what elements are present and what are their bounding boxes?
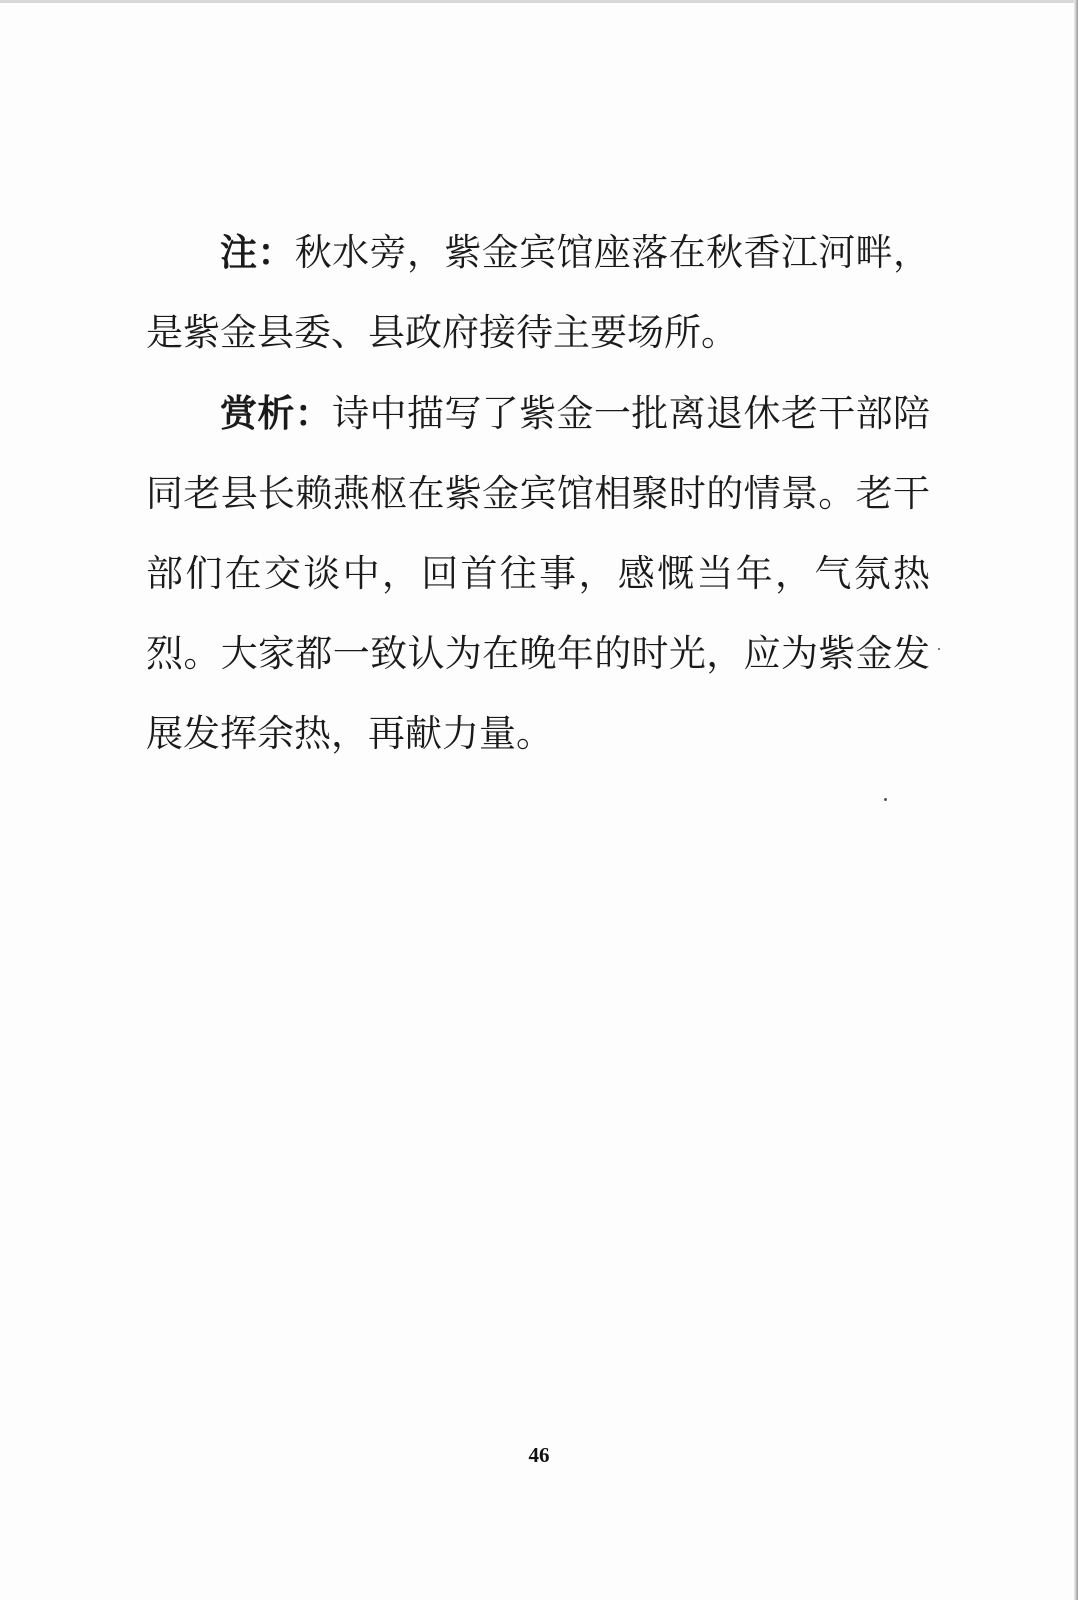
note-text: 秋水旁，紫金宾馆座落在秋香江河畔，是紫金县委、县政府接待主要场所。 [146,231,931,354]
scan-speck [938,648,940,650]
appreciation-label: 赏析： [220,391,333,435]
scan-edge-top [0,0,1078,3]
note-paragraph [146,212,930,373]
appreciation-text: 诗中描写了紫金一批离退休老干部陪同老县长赖燕枢在紫金宾馆相聚时的情景。老干部们在交谈中，回首往事，感慨当年，气氛热烈。大家都一致认为在晚年的时光，应为紫金发展发挥余热，再献力量。 [146,392,931,755]
page-body [146,212,930,774]
scan-edge-right [1074,0,1078,1600]
scan-speck [884,798,887,801]
note-label: 注： [220,230,295,274]
page-number: 46 [528,1443,550,1467]
appreciation-paragraph [146,373,930,774]
